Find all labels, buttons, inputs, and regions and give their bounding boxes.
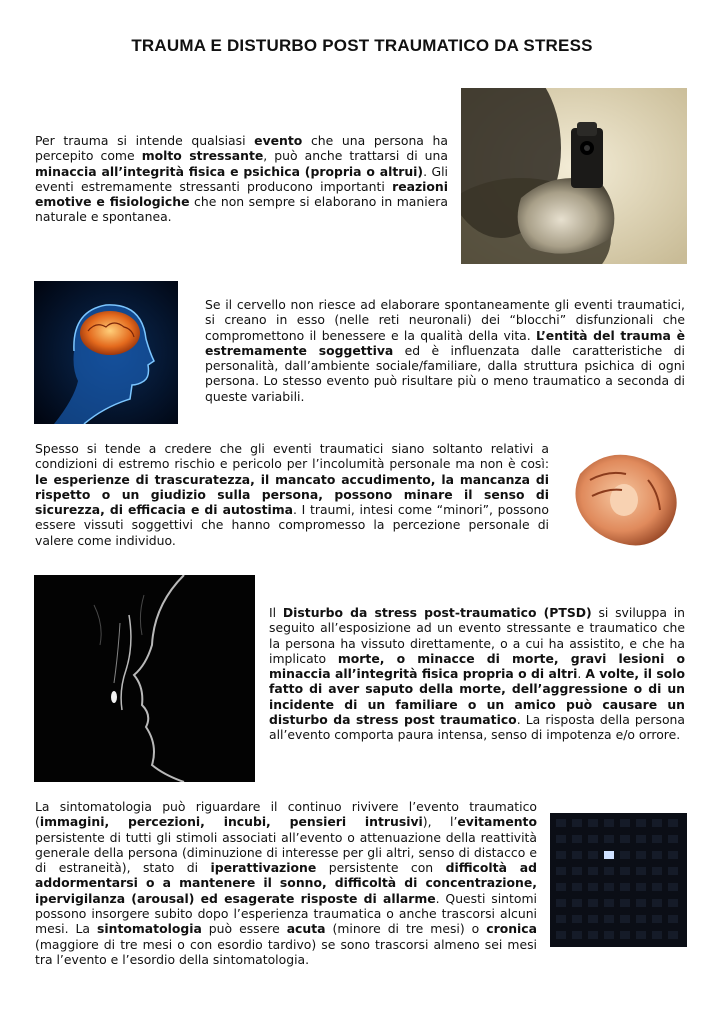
text-run: . I traumi, intesi come “minori”, possono essere vissuti soggettivi che hanno compromesso la percezione personale di valere come individuo. [35,502,549,548]
text-run: . La risposta della persona all’evento comporta paura intensa, senso di impotenza e/o orrore. [269,712,685,743]
paragraph-brain-blocks [205,297,685,404]
gun-pointing-image [461,88,687,264]
text-run: . Gli eventi estremamente stressanti producono importanti [35,163,448,194]
dark-building-image [550,813,687,947]
crying-face-image [34,575,255,782]
text-run: (maggiore di tre mesi o con esordio tardivo) se sono trascorsi almeno sei mesi tra l’evento e l’esordio della sintomatologia. [35,936,537,967]
bold-text: acuta [286,921,326,937]
bold-text: cronica [486,921,537,937]
text-run: Se il cervello non riesce ad elaborare spontaneamente gli eventi traumatici, si creano in esso (nelle reti neuronali) dei “blocchi” disfunzionali che compromettono il benessere e la qualità della vita. [205,297,685,343]
paragraph-symptoms [35,799,537,967]
text-run: Per trauma si intende qualsiasi [35,133,255,148]
text-run: Il [269,605,283,620]
bold-text: Disturbo da stress post-traumatico (PTSD) [282,605,592,620]
bold-text: difficoltà ad addormentarsi o a mantenere il sonno, difficoltà di concentrazione, ipervigilanza (arousal) ed esagerate risposte di allarme [35,860,537,906]
bold-text: reazioni emotive e fisiologiche [35,178,448,210]
bold-text: sintomatologia [97,921,202,937]
bold-text: le esperienze di trascuratezza, il mancato accudimento, la mancanza di rispetto o un giudizio sulla persona, possono minare il senso di sicurezza, di efficacia e di autostima [35,471,549,518]
text-run: che non sempre si elaborano in maniera naturale e spontanea. [35,194,448,225]
bold-text: L’entità del trauma è estremamente soggettiva [205,327,685,358]
text-run: può essere [201,921,287,937]
text-run: , può anche trattarsi di una [263,148,448,164]
bold-text: morte, o minacce di morte, gravi lesioni o minaccia all’integrità fisica propria o di altri [269,650,686,682]
bold-text: evitamento [457,814,537,830]
text-run: si sviluppa in seguito all’esposizione ad un evento stressante e traumatico che la persona ha vissuto direttamente, o a cui ha assistito, e che ha implicato [269,605,685,666]
text-run: (minore di tre mesi) o [325,921,487,937]
paragraph-trauma-definition [35,133,448,225]
text-run: persistente di tutti gli stimoli associati all’evento o attenuazione della reattività generale della persona (diminuzione di interesse per gli altri, senso di distacco e di estraneità), stato di [35,829,537,876]
page-title: TRAUMA E DISTURBO POST TRAUMATICO DA STRESS [131,36,593,55]
text-run: ), l’ [422,814,458,830]
paragraph-ptsd [269,605,685,743]
paragraph-minor-traumas [35,441,549,548]
text-run: Spesso si tende a credere che gli eventi traumatici siano soltanto relativi a condizioni di estremo rischio e pericolo per l’incolumità personale ma non è così: [35,441,549,472]
bold-text: immagini, percezioni, incubi, pensieri intrusivi [39,814,423,830]
text-run: . Questi sintomi possono insorgere subito dopo l’esperienza traumatica o anche trascorsi alcuni mesi. La [35,890,537,937]
pointing-finger-image [562,440,686,554]
bold-text: A volte, il solo fatto di aver saputo della morte, dell’aggressione o di un incidente di un familiare o un amico può causare un disturbo da stress post traumatico [269,666,685,728]
bold-text: molto stressante [141,148,264,164]
text-run: La sintomatologia può riguardare il continuo rivivere l’evento traumatico ( [35,799,537,830]
text-run: persistente con [316,860,446,876]
text-run: ed è influenzata dalle caratteristiche di personalità, dall’ambiente sociale/familiare, dalla struttura psichica di ogni persona. Lo stesso evento può risultare più o meno traumatico a seconda di queste variabili. [205,342,685,404]
bold-text: evento [254,133,303,148]
bold-text: iperattivazione [210,860,317,876]
text-run: che una persona ha percepito come [35,133,448,164]
bold-text: minaccia all’integrità fisica e psichica (propria o altrui) [35,163,424,179]
brain-head-image [34,281,178,424]
text-run: . [577,666,586,682]
